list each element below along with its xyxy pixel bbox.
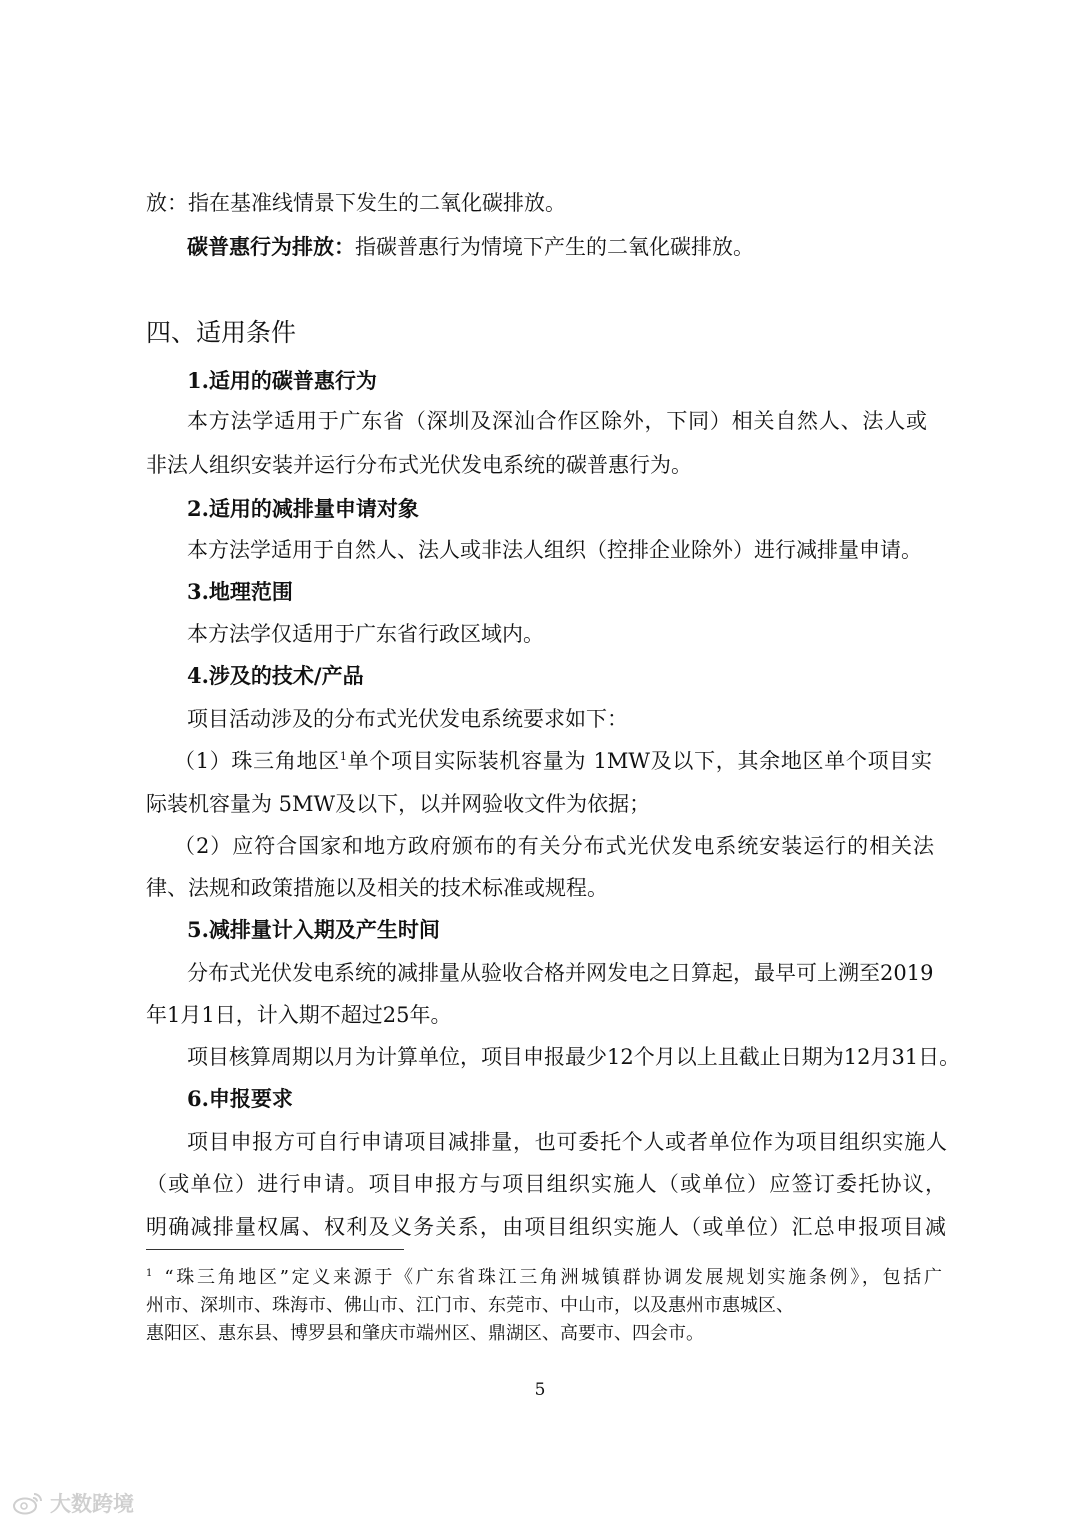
subheading-3: 3.地理范围 xyxy=(187,579,293,604)
footnote-line-3: 惠阳区、惠东县、博罗县和肇庆市端州区、鼎湖区、高要市、四会市。 xyxy=(146,1323,704,1344)
list-item-2-line-2: 律、法规和政策措施以及相关的技术标准或规程。 xyxy=(146,876,608,900)
section-heading: 四、适用条件 xyxy=(146,318,297,347)
subheading-4: 4.涉及的技术/产品 xyxy=(187,663,364,688)
paragraph-line: 年1月1日，计入期不超过25年。 xyxy=(146,1003,452,1027)
footnote-line-1: $^1$ “珠三角地区”定义来源于《广东省珠江三角洲城镇群协调发展规划实施条例》，包括广 xyxy=(146,1267,942,1288)
subheading-5: 5.减排量计入期及产生时间 xyxy=(187,917,440,942)
paragraph-line: 分布式光伏发电系统的减排量从验收合格并网发电之日算起，最早可上溯至2019 xyxy=(187,961,934,985)
paragraph-line: 项目申报方可自行申请项目减排量，也可委托个人或者单位作为项目组织实施人 xyxy=(187,1130,947,1154)
list-item-2-line-1: （2）应符合国家和地方政府颁布的有关分布式光伏发电系统安装运行的相关法 xyxy=(174,834,934,858)
definition-line xyxy=(187,232,987,262)
footnote-divider xyxy=(146,1249,404,1250)
page-number: 5 xyxy=(534,1380,546,1400)
paragraph-line: （或单位）进行申请。项目申报方与项目组织实施人（或单位）应签订委托协议， xyxy=(146,1172,946,1196)
paragraph-line: 项目活动涉及的分布式光伏发电系统要求如下： xyxy=(187,707,628,731)
definition-term: 碳普惠行为排放： xyxy=(187,234,355,259)
subheading-6: 6.申报要求 xyxy=(187,1086,293,1111)
paragraph-line: 本方法学适用于广东省（深圳及深汕合作区除外，下同）相关自然人、法人或 xyxy=(187,409,927,433)
footnote-mark: 1 xyxy=(146,1268,153,1279)
list-item-1-line-1: （1）珠三角地区$^1$单个项目实际装机容量为 1MW及以下，其余地区单个项目实 xyxy=(174,749,932,773)
footnote-line-2: 州市、深圳市、珠海市、佛山市、江门市、东莞市、中山市，以及惠州市惠城区、 xyxy=(146,1295,794,1316)
body-line: 放：指在基准线情景下发生的二氧化碳排放。 xyxy=(146,191,566,215)
footnote-reference: 1 xyxy=(339,750,347,763)
watermark xyxy=(12,1489,134,1517)
list-item-1-line-2: 际装机容量为 5MW及以下，以并网验收文件为依据； xyxy=(146,792,651,816)
paragraph-line: 明确减排量权属、权利及义务关系，由项目组织实施人（或单位）汇总申报项目减 xyxy=(146,1215,946,1239)
watermark-text: 大数跨境 xyxy=(50,1492,134,1516)
subheading-2: 2.适用的减排量申请对象 xyxy=(187,496,419,521)
definition-text: 指碳普惠行为情境下产生的二氧化碳排放。 xyxy=(355,235,754,259)
weibo-icon xyxy=(12,1491,44,1515)
subheading-1: 1.适用的碳普惠行为 xyxy=(187,368,377,393)
paragraph-line: 非法人组织安装并运行分布式光伏发电系统的碳普惠行为。 xyxy=(146,453,692,477)
paragraph-line: 本方法学适用于自然人、法人或非法人组织（控排企业除外）进行减排量申请。 xyxy=(187,538,922,562)
paragraph-line: 本方法学仅适用于广东省行政区域内。 xyxy=(187,622,544,646)
paragraph-line: 项目核算周期以月为计算单位，项目申报最少12个月以上且截止日期为12月31日。 xyxy=(187,1045,961,1069)
